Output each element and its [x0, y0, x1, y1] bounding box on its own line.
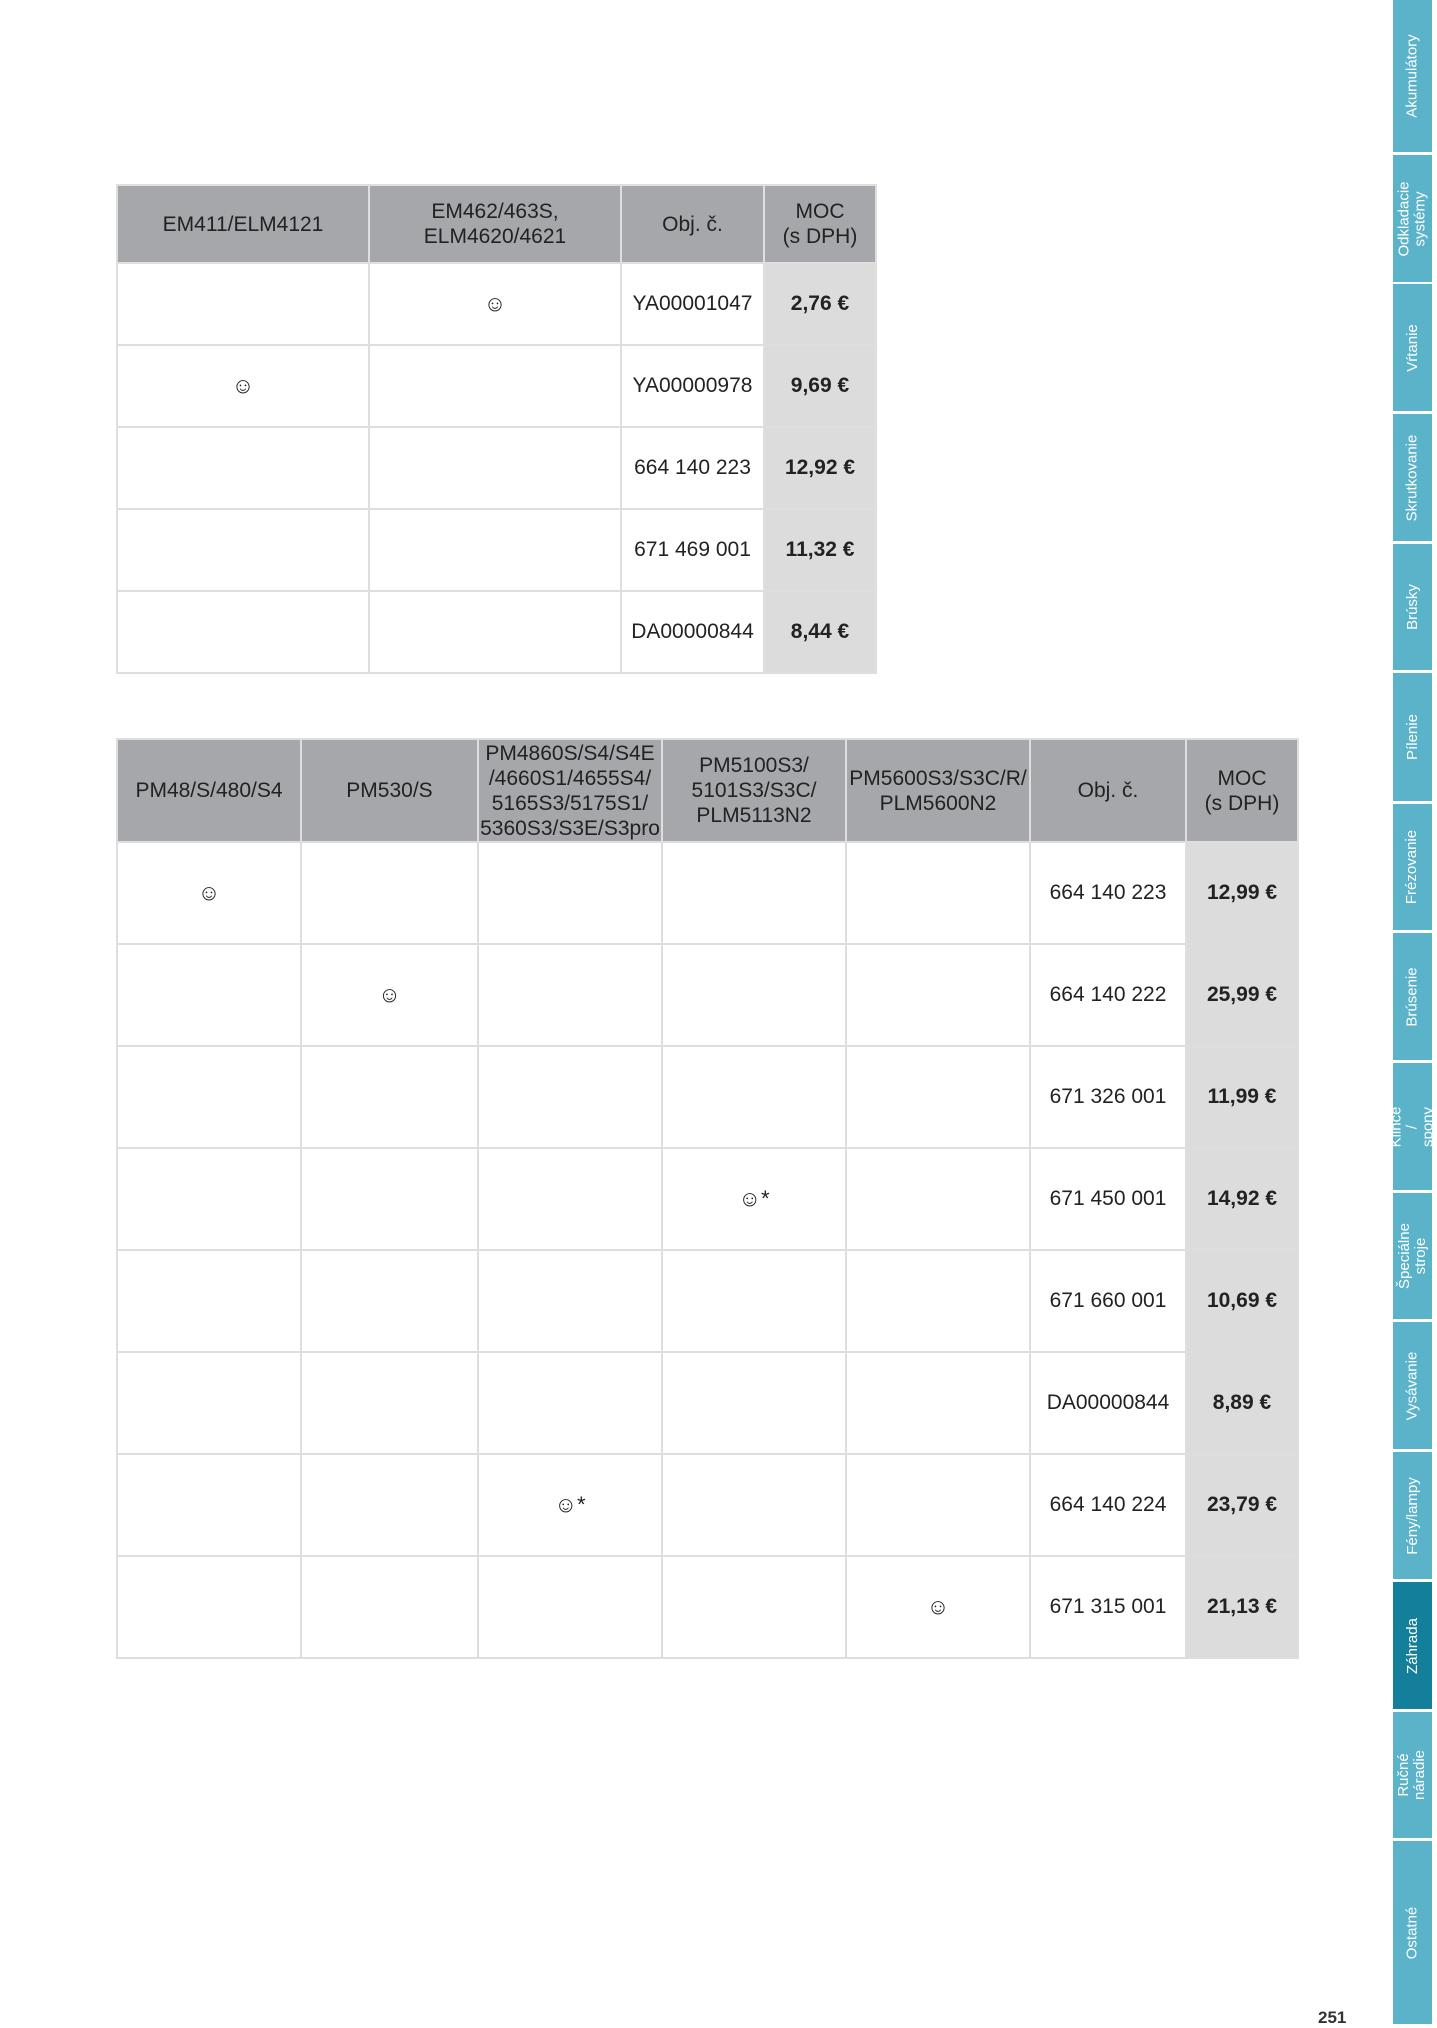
table-body: [117, 263, 876, 673]
compatibility-mark-cell: [301, 842, 478, 944]
price-cell: 8,44 €: [764, 591, 876, 673]
compatibility-mark-cell: [117, 1250, 301, 1352]
compatibility-mark-cell: [478, 1148, 662, 1250]
compatibility-mark-cell: [478, 842, 662, 944]
header-pm5100: [662, 739, 846, 842]
compatibility-mark-cell: [478, 1046, 662, 1148]
order-number-cell: DA00000844: [1030, 1352, 1186, 1454]
accessory-table-pm: [116, 738, 1299, 1659]
price-cell: 23,79 €: [1186, 1454, 1298, 1556]
price-cell: 11,99 €: [1186, 1046, 1298, 1148]
order-number-cell: 671 660 001: [1030, 1250, 1186, 1352]
table-row: [117, 1556, 1298, 1658]
table-row: [117, 509, 876, 591]
side-tab-11[interactable]: [1393, 1322, 1432, 1449]
table-header-row: [117, 185, 876, 263]
table-row: [117, 1250, 1298, 1352]
compatibility-mark-cell: ☺: [846, 1556, 1030, 1658]
table-row: [117, 842, 1298, 944]
compatibility-mark-cell: [117, 591, 369, 673]
side-tab-8[interactable]: [1393, 933, 1432, 1060]
side-tab-label: Vysávanie: [1403, 1351, 1421, 1420]
order-number-cell: 671 469 001: [621, 509, 764, 591]
side-tab-label: Klince / spony: [1387, 1106, 1437, 1147]
compatibility-mark-cell: ☺: [301, 944, 478, 1046]
price-cell: 10,69 €: [1186, 1250, 1298, 1352]
side-tab-label: Špeciálne stroje: [1395, 1223, 1429, 1289]
header-pm530: PM530/S: [301, 739, 478, 842]
compatibility-mark-cell: [301, 1454, 478, 1556]
side-tab-6[interactable]: [1393, 673, 1432, 801]
compatibility-mark-cell: [117, 1454, 301, 1556]
side-category-nav: [1387, 0, 1437, 2024]
compatibility-mark-cell: [662, 1250, 846, 1352]
header-moc-text: MOC (s DPH): [782, 200, 858, 248]
header-em462-text: EM462/463S, ELM4620/4621: [423, 200, 567, 248]
compatibility-mark-cell: [478, 1250, 662, 1352]
compatibility-mark-cell: [117, 1556, 301, 1658]
side-tab-label: Brúsenie: [1403, 966, 1421, 1027]
compatibility-mark-cell: [301, 1556, 478, 1658]
table-header-row: [117, 739, 1298, 842]
table-row: [117, 263, 876, 345]
header-pm5600-text: PM5600S3/S3C/R/ PLM5600N2: [849, 766, 1027, 815]
compatibility-mark-cell: [846, 842, 1030, 944]
compatibility-mark-cell: [662, 842, 846, 944]
compatibility-mark-cell: [117, 944, 301, 1046]
order-number-cell: 664 140 223: [1030, 842, 1186, 944]
side-tab-label: Ostatné: [1403, 1906, 1421, 1959]
header-moc: [764, 185, 876, 263]
price-cell: 14,92 €: [1186, 1148, 1298, 1250]
accessory-table-em: [116, 184, 877, 674]
header-em411: EM411/ELM4121: [117, 185, 369, 263]
side-tab-label: Fény/lampy: [1403, 1476, 1421, 1555]
header-pm48: PM48/S/480/S4: [117, 739, 301, 842]
compatibility-mark-cell: [301, 1250, 478, 1352]
compatibility-mark-cell: ☺*: [478, 1454, 662, 1556]
compatibility-mark-cell: [846, 1454, 1030, 1556]
compatibility-mark-cell: ☺*: [662, 1148, 846, 1250]
compatibility-mark-cell: ☺: [117, 345, 369, 427]
side-tab-9[interactable]: [1387, 1063, 1437, 1190]
table-row: [117, 1148, 1298, 1250]
compatibility-mark-cell: [846, 1046, 1030, 1148]
compatibility-mark-cell: [301, 1148, 478, 1250]
side-tab-3[interactable]: [1393, 284, 1432, 411]
compatibility-mark-cell: [662, 944, 846, 1046]
compatibility-mark-cell: [846, 1148, 1030, 1250]
compatibility-mark-cell: [478, 1556, 662, 1658]
side-tab-label: Akumulátory: [1403, 34, 1421, 118]
compatibility-mark-cell: [117, 1148, 301, 1250]
page-number: 251: [1318, 2008, 1347, 2027]
side-tab-label: Vŕtanie: [1403, 323, 1421, 372]
header-pm4860: [478, 739, 662, 842]
compatibility-mark-cell: [846, 1352, 1030, 1454]
compatibility-mark-cell: [369, 591, 621, 673]
header-em462: [369, 185, 621, 263]
compatibility-mark-cell: [662, 1352, 846, 1454]
side-tab-label: Záhrada: [1403, 1617, 1421, 1674]
table-row: [117, 1046, 1298, 1148]
side-tab-14[interactable]: [1393, 1712, 1432, 1838]
compatibility-mark-cell: [369, 427, 621, 509]
compatibility-mark-cell: [478, 944, 662, 1046]
header-obj-c: Obj. č.: [1030, 739, 1186, 842]
side-tab-label: Skrutkovanie: [1403, 434, 1421, 521]
side-tab-15[interactable]: [1393, 1841, 1432, 2024]
side-tab-label: Frézovanie: [1403, 829, 1421, 905]
compatibility-mark-cell: [478, 1352, 662, 1454]
side-tab-5[interactable]: [1393, 544, 1432, 670]
compatibility-mark-cell: ☺: [369, 263, 621, 345]
compatibility-mark-cell: [301, 1046, 478, 1148]
header-moc-text: MOC (s DPH): [1204, 766, 1280, 815]
header-moc: [1186, 739, 1298, 842]
order-number-cell: 664 140 224: [1030, 1454, 1186, 1556]
side-tab-label: Pílenie: [1403, 714, 1421, 760]
compatibility-mark-cell: [117, 1352, 301, 1454]
side-tab-2[interactable]: [1393, 155, 1432, 282]
table-row: [117, 944, 1298, 1046]
price-cell: 8,89 €: [1186, 1352, 1298, 1454]
table-row: [117, 345, 876, 427]
order-number-cell: 671 326 001: [1030, 1046, 1186, 1148]
compatibility-mark-cell: [117, 427, 369, 509]
compatibility-mark-cell: [117, 1046, 301, 1148]
compatibility-mark-cell: [117, 509, 369, 591]
compatibility-mark-cell: [301, 1352, 478, 1454]
compatibility-mark-cell: [662, 1454, 846, 1556]
price-cell: 12,92 €: [764, 427, 876, 509]
compatibility-mark-cell: [369, 345, 621, 427]
side-tab-10[interactable]: [1393, 1193, 1432, 1319]
table-row: [117, 427, 876, 509]
table-row: [117, 1352, 1298, 1454]
header-pm5600: [846, 739, 1030, 842]
compatibility-mark-cell: [117, 263, 369, 345]
compatibility-mark-cell: [662, 1556, 846, 1658]
table-row: [117, 591, 876, 673]
order-number-cell: DA00000844: [621, 591, 764, 673]
side-tab-label: Brúsky: [1403, 584, 1421, 630]
price-cell: 11,32 €: [764, 509, 876, 591]
price-cell: 25,99 €: [1186, 944, 1298, 1046]
side-tab-4[interactable]: [1393, 414, 1432, 541]
price-cell: 21,13 €: [1186, 1556, 1298, 1658]
side-tab-13[interactable]: [1393, 1582, 1432, 1709]
compatibility-mark-cell: ☺: [117, 842, 301, 944]
order-number-cell: YA00001047: [621, 263, 764, 345]
order-number-cell: 671 450 001: [1030, 1148, 1186, 1250]
order-number-cell: 664 140 222: [1030, 944, 1186, 1046]
side-tab-12[interactable]: [1393, 1452, 1432, 1579]
header-pm4860-text: PM4860S/S4/S4E /4660S1/4655S4/ 5165S3/5175S1/ 5360S3/S3E/S3pro: [480, 741, 660, 840]
header-pm5100-text: PM5100S3/ 5101S3/S3C/ PLM5113N2: [691, 754, 817, 827]
side-tab-label: Odkladacie systémy: [1395, 180, 1429, 257]
price-cell: 2,76 €: [764, 263, 876, 345]
side-tab-1[interactable]: [1393, 0, 1432, 152]
compatibility-mark-cell: [846, 944, 1030, 1046]
order-number-cell: YA00000978: [621, 345, 764, 427]
order-number-cell: 664 140 223: [621, 427, 764, 509]
compatibility-mark-cell: [369, 509, 621, 591]
price-cell: 12,99 €: [1186, 842, 1298, 944]
table-body: [117, 842, 1298, 1658]
compatibility-mark-cell: [846, 1250, 1030, 1352]
price-cell: 9,69 €: [764, 345, 876, 427]
side-tab-label: Ručné náradie: [1395, 1749, 1429, 1801]
table-row: [117, 1454, 1298, 1556]
side-tab-7[interactable]: [1393, 804, 1432, 930]
order-number-cell: 671 315 001: [1030, 1556, 1186, 1658]
compatibility-mark-cell: [662, 1046, 846, 1148]
header-obj-c: Obj. č.: [621, 185, 764, 263]
